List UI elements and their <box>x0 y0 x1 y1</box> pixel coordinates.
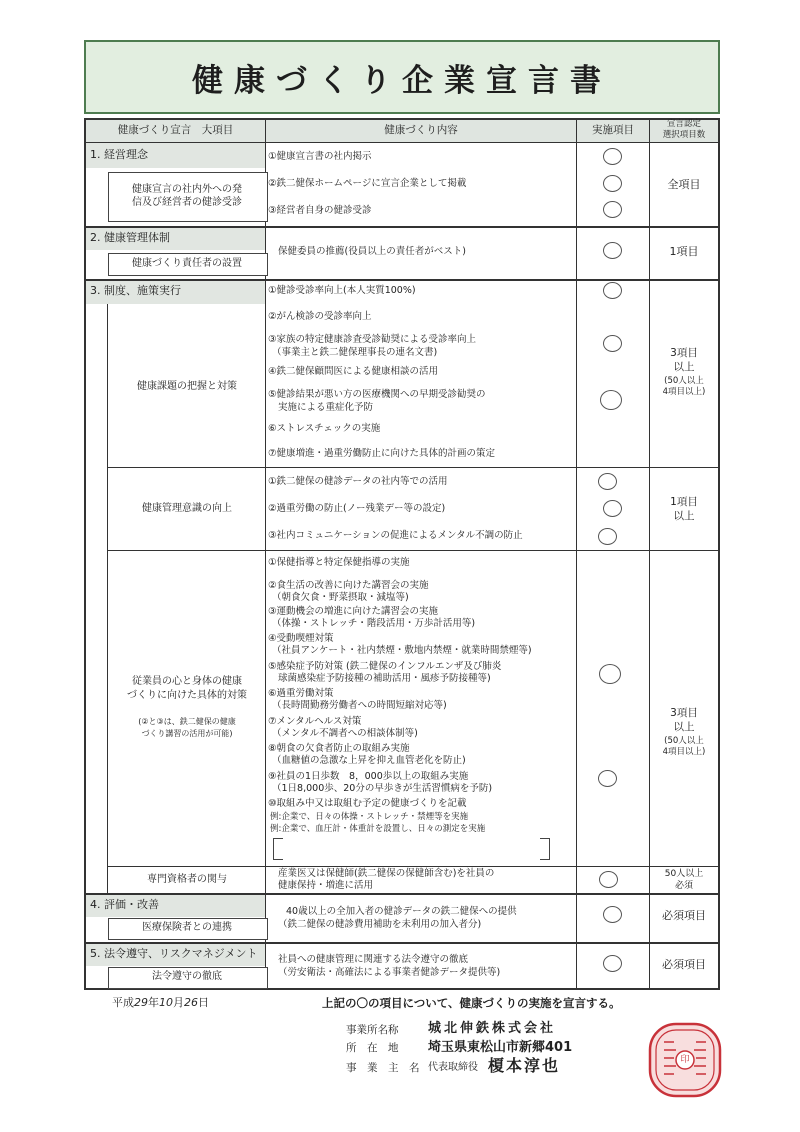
s3a-required: 以上 <box>673 361 695 373</box>
header-content: 健康づくり内容 <box>384 124 458 136</box>
s3c-item: ⑨社員の1日歩数 8，000歩以上の取組み実施 <box>268 771 469 782</box>
s3c-sub: 従業員の心と身体の健康 <box>132 676 242 687</box>
s3c-item-note: （長時間勤務労働者への時間短縮対応等) <box>272 700 447 711</box>
s3c-item: ④受動喫煙対策 <box>268 633 334 644</box>
s3b-item: ②過重労働の防止(ノー残業デー等の設定) <box>268 503 446 514</box>
s3a-item: ⑥ストレスチェックの実施 <box>268 423 381 434</box>
check-circle <box>600 390 622 410</box>
s3d-required: 50人以上 <box>664 869 704 879</box>
section-1-sub-line1: 健康宣言の社内外への発 <box>132 184 242 195</box>
s3c-example: 例:企業で、日々の体操・ストレッチ・禁煙等を実施 <box>270 812 469 822</box>
s3c-required-note: (50人以上 <box>664 736 704 746</box>
s3c-item-note: （朝食欠食・野菜摂取・減塩等) <box>272 592 409 603</box>
section-4-sub: 医療保険者との連携 <box>142 922 232 933</box>
company-address: 埼玉県東松山市新郷401 <box>428 1040 573 1055</box>
s3b-item: ③社内コミュニケーションの促進によるメンタル不調の防止 <box>268 530 523 541</box>
s3c-item: ⑦メンタルヘルス対策 <box>268 716 362 727</box>
s3a-item: ④鉄二健保顧問医による健康相談の活用 <box>268 366 439 377</box>
s5-required: 必須項目 <box>662 958 706 971</box>
label-company-name: 事業所名称 <box>346 1024 399 1036</box>
check-circle <box>603 500 622 517</box>
check-circle <box>598 473 617 490</box>
s3c-required-note: 4項目以上) <box>662 747 706 757</box>
section-5-sub: 法令遵守の徹底 <box>152 971 222 982</box>
s3d-sub: 専門資格者の関与 <box>147 874 227 885</box>
check-circle <box>603 335 622 352</box>
s3a-required-note: (50人以上 <box>664 376 704 386</box>
s3b-required: 以上 <box>673 510 695 522</box>
s3c-sub: づくりに向けた具体的対策 <box>127 690 247 701</box>
s4-item: 40歳以上の全加入者の健診データの鉄二健保への提供 <box>286 906 517 917</box>
s4-required: 必須項目 <box>662 909 706 922</box>
check-circle <box>599 664 621 684</box>
s5-item-note: （労安衛法・高確法による事業者健診データ提供等) <box>278 967 501 978</box>
check-circle <box>603 906 622 923</box>
section-5-title: 5. 法令遵守、リスクマネジメント <box>90 947 258 960</box>
s3c-item: ②食生活の改善に向けた講習会の実施 <box>268 580 429 591</box>
s1-required: 全項目 <box>667 178 701 191</box>
check-circle <box>603 175 622 192</box>
s5-item: 社員への健康管理に関連する法令遵守の徹底 <box>278 954 469 965</box>
free-entry-bracket-right <box>540 838 550 860</box>
s3c-required: 3項目 <box>670 707 698 719</box>
s3a-required: 3項目 <box>670 347 698 359</box>
s3b-sub: 健康管理意識の向上 <box>142 503 232 514</box>
section-1-title: 1. 経営理念 <box>90 148 148 161</box>
declaration-text: 上記の〇の項目について、健康づくりの実施を宣言する。 <box>322 996 621 1010</box>
s3c-item: ①保健指導と特定保健指導の実施 <box>268 557 410 568</box>
s3c-item-note: （1日8,000歩、20分の早歩きが生活習慣病を予防) <box>272 783 493 794</box>
s1-item-2: ②鉄二健保ホームページに宣言企業として掲載 <box>268 178 467 189</box>
check-circle <box>603 242 622 259</box>
owner-title: 代表取締役 <box>428 1062 478 1073</box>
check-circle <box>598 528 617 545</box>
declaration-date: 平成29年10月26日 <box>112 996 209 1009</box>
s2-required: 1項目 <box>669 245 699 258</box>
s3a-sub: 健康課題の把握と対策 <box>137 381 237 392</box>
s3a-item-note: （事業主と鉄二健保理事長の連名文書) <box>272 347 438 358</box>
s3c-note: づくり講習の活用が可能) <box>141 729 233 738</box>
s3d-item-note: 健康保持・増進に活用 <box>278 880 374 891</box>
s3c-item: ⑧朝食の欠食者防止の取組み実施 <box>268 743 410 754</box>
s4-item-note: （鉄二健保の健診費用補助を未利用の加入者分) <box>278 919 482 930</box>
s3d-item: 産業医又は保健師(鉄二健保の保健師含む)を社員の <box>278 868 495 879</box>
check-circle <box>598 770 617 787</box>
header-implementation: 実施項目 <box>592 124 634 136</box>
check-circle <box>603 201 622 218</box>
check-circle <box>599 871 618 888</box>
header-category: 健康づくり宣言 大項目 <box>117 124 234 136</box>
s3a-item: ⑤健診結果が悪い方の医療機関への早期受診勧奨の <box>268 389 486 400</box>
check-circle <box>603 148 622 165</box>
s3a-required-note: 4項目以上) <box>662 387 706 397</box>
s3c-item: ⑤感染症予防対策 (鉄二健保のインフルエンザ及び肺炎 <box>268 661 502 672</box>
s3c-item: ⑥過重労働対策 <box>268 688 334 699</box>
header-required-line1: 宣言認定 <box>666 119 701 129</box>
s3c-item-note: （体操・ストレッチ・階段活用・万歩計活用等) <box>272 618 476 629</box>
s3a-item: ③家族の特定健康診査受診勧奨による受診率向上 <box>268 334 477 345</box>
s3c-required: 以上 <box>673 721 695 733</box>
seal-mark: 印 <box>680 1055 690 1065</box>
section-4-title: 4. 評価・改善 <box>90 898 159 911</box>
s2-item-1: 保健委員の推薦(役員以上の責任者がベスト) <box>278 246 466 257</box>
section-2-sub: 健康づくり責任者の設置 <box>132 258 242 269</box>
company-name: 城北伸鉄株式会社 <box>428 1021 557 1036</box>
s1-item-1: ①健康宣言書の社内掲示 <box>268 151 372 162</box>
check-circle <box>603 282 622 299</box>
check-circle <box>603 955 622 972</box>
s3c-note: (②と③は、鉄二健保の健康 <box>138 717 236 726</box>
s3c-item-note: （血糖値の急激な上昇を抑え血管老化を防止) <box>272 755 466 766</box>
label-address: 所 在 地 <box>346 1042 399 1054</box>
s3c-item: ③運動機会の増進に向けた講習会の実施 <box>268 606 439 617</box>
s3c-item-note: （メンタル不調者への相談体制等) <box>272 728 418 739</box>
section-1-sub-line2: 信及び経営者の健診受診 <box>132 197 242 208</box>
label-owner: 事 業 主 名 <box>346 1062 420 1074</box>
section-3-title: 3. 制度、施策実行 <box>90 284 181 297</box>
s3c-item: ⑩取組み中又は取組む予定の健康づくりを記載 <box>268 798 467 809</box>
s3a-item: ⑦健康増進・過重労働防止に向けた具体的計画の策定 <box>268 448 496 459</box>
s1-item-3: ③経営者自身の健診受診 <box>268 205 372 216</box>
s3c-item-note: （社員アンケート・社内禁煙・敷地内禁煙・就業時間禁煙等) <box>272 645 532 656</box>
s3c-item-note: 球菌感染症予防接種の補助活用・風疹予防接種等) <box>278 673 491 684</box>
s3a-item: ②がん検診の受診率向上 <box>268 311 372 322</box>
free-entry-bracket-left <box>273 838 283 860</box>
s3d-required: 必須 <box>674 881 693 891</box>
page-title: 健康づくり企業宣言書 <box>84 40 720 114</box>
s3b-item: ①鉄二健保の健診データの社内等での活用 <box>268 476 448 487</box>
s3a-item: ①健診受診率向上(本人実質100%) <box>268 285 416 296</box>
s3c-example: 例:企業で、血圧計・体重計を設置し、日々の測定を実施 <box>270 824 486 834</box>
s3b-required: 1項目 <box>670 496 698 508</box>
header-required-line2: 選択項目数 <box>662 130 706 140</box>
owner-name: 榎本淳也 <box>488 1056 561 1075</box>
s3a-item-note: 実施による重症化予防 <box>278 402 374 413</box>
section-2-title: 2. 健康管理体制 <box>90 231 170 244</box>
